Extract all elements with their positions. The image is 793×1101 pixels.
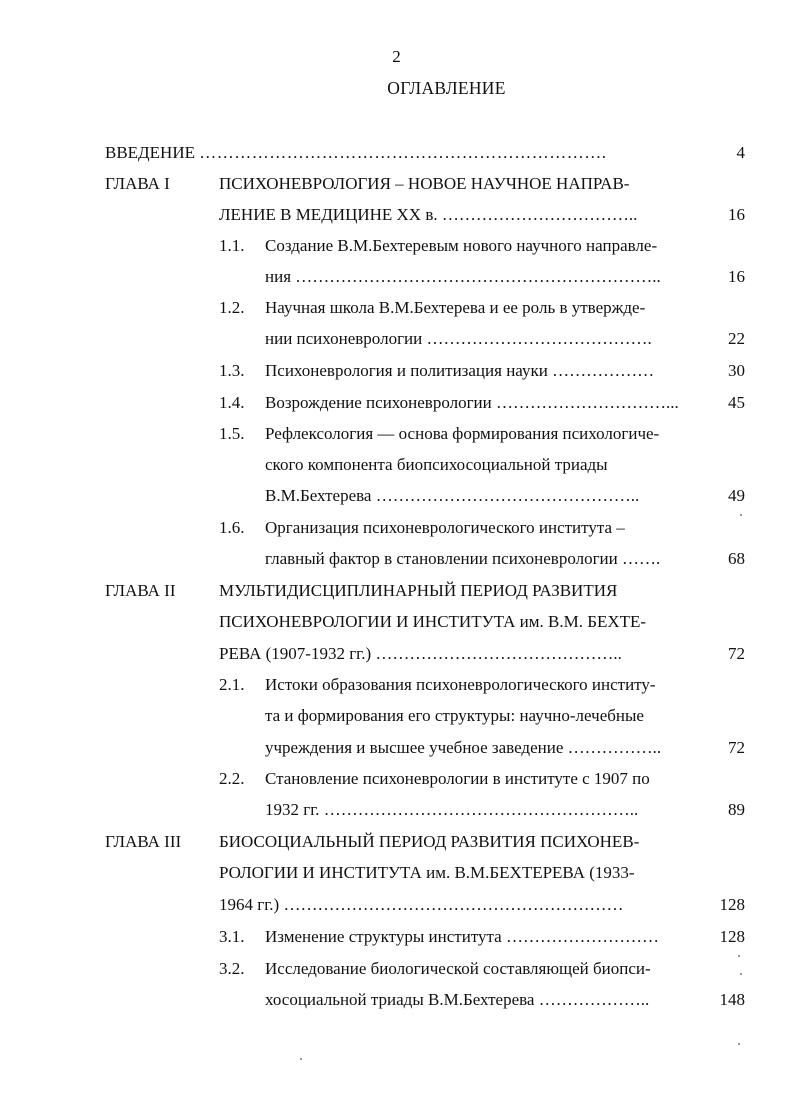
toc-chapter1-title-line1: ПСИХОНЕВРОЛОГИЯ – НОВОЕ НАУЧНОЕ НАПРАВ- xyxy=(219,174,630,193)
toc-section-title: ского компонента биопсихосоциальной триады xyxy=(265,455,608,474)
toc-section-title: Организация психоневрологического института – xyxy=(265,518,625,537)
toc-intro-text: ВВЕДЕНИЕ xyxy=(105,143,195,162)
toc-section-title: учреждения и высшее учебное заведение …………….. xyxy=(265,738,662,757)
toc-section-title: Создание В.М.Бехтеревым нового научного направле- xyxy=(265,236,658,255)
toc-section-number: 2.1. xyxy=(219,675,245,694)
toc-section-title: Научная школа В.М.Бехтерева и ее роль в утвержде- xyxy=(265,298,646,317)
toc-chapter2-page: 72 xyxy=(728,644,745,663)
toc-section-number: 1.4. xyxy=(219,393,245,412)
toc-intro-title xyxy=(105,140,606,166)
toc-section-number: 3.1. xyxy=(219,927,245,946)
toc-section-title: хосоциальной триады В.М.Бехтерева ……………….. xyxy=(265,990,650,1009)
toc-chapter1-label: ГЛАВА I xyxy=(105,174,170,193)
toc-section-number: 3.2. xyxy=(219,959,245,978)
toc-section-page: 89 xyxy=(728,800,745,819)
toc-chapter2-title-line1: МУЛЬТИДИСЦИПЛИНАРНЫЙ ПЕРИОД РАЗВИТИЯ xyxy=(219,581,618,600)
toc-section-page: 16 xyxy=(728,267,745,286)
toc-intro-leader: ……………………………………………………………. xyxy=(199,143,607,162)
toc-section-title: та и формирования его структуры: научно-лечебные xyxy=(265,706,644,725)
toc-chapter3-title-line3: 1964 гг.) …………………………………………………… xyxy=(219,895,624,914)
toc-chapter2-title-line3: РЕВА (1907-1932 гг.) …………………………………….. xyxy=(219,644,622,663)
toc-section-title: Становление психоневрологии в институте с 1907 по xyxy=(265,769,650,788)
scan-speck xyxy=(738,955,740,957)
toc-chapter3-page: 128 xyxy=(719,895,745,914)
toc-section-page: 30 xyxy=(728,361,745,380)
page-number: 2 xyxy=(392,47,401,66)
toc-section-title: Истоки образования психоневрологического институ- xyxy=(265,675,656,694)
toc-chapter3-label: ГЛАВА III xyxy=(105,832,182,851)
toc-section-number: 1.1. xyxy=(219,236,245,255)
toc-section-page: 148 xyxy=(719,990,745,1009)
toc-section-title: Психоневрология и политизация науки ……………… xyxy=(265,361,655,380)
toc-section-title: 1932 гг. ……………………………………………….. xyxy=(265,800,639,819)
toc-section-number: 1.5. xyxy=(219,424,245,443)
scan-speck xyxy=(740,973,742,975)
scan-speck xyxy=(740,514,742,516)
toc-section-number: 1.3. xyxy=(219,361,245,380)
toc-section-title: Возрождение психоневрологии …………………………... xyxy=(265,393,679,412)
toc-chapter3-title-line2: РОЛОГИИ И ИНСТИТУТА им. В.М.БЕХТЕРЕВА (1933- xyxy=(219,863,635,882)
toc-section-page: 128 xyxy=(719,927,745,946)
toc-section-title: нии психоневрологии …………………………………. xyxy=(265,329,652,348)
toc-section-number: 1.2. xyxy=(219,298,245,317)
toc-section-number: 1.6. xyxy=(219,518,245,537)
toc-section-page: 72 xyxy=(728,738,745,757)
toc-section-title: ния ……………………………………………………….. xyxy=(265,267,661,286)
page-title: ОГЛАВЛЕНИЕ xyxy=(387,78,506,98)
scan-speck xyxy=(738,1043,740,1045)
toc-intro-page: 4 xyxy=(736,143,745,162)
toc-section-page: 49 xyxy=(728,486,745,505)
toc-section-page: 68 xyxy=(728,549,745,568)
toc-section-page: 22 xyxy=(728,329,745,348)
toc-chapter1-page: 16 xyxy=(728,205,745,224)
toc-section-title: В.М.Бехтерева ……………………………………….. xyxy=(265,486,640,505)
toc-section-page: 45 xyxy=(728,393,745,412)
toc-chapter2-label: ГЛАВА II xyxy=(105,581,176,600)
toc-section-title: Рефлексология — основа формирования психологиче- xyxy=(265,424,660,443)
scan-speck xyxy=(300,1058,302,1060)
toc-section-title: Исследование биологической составляющей биопси- xyxy=(265,959,651,978)
toc-chapter2-title-line2: ПСИХОНЕВРОЛОГИИ И ИНСТИТУТА им. В.М. БЕХТЕ- xyxy=(219,612,647,631)
toc-section-title: главный фактор в становлении психоневрологии ……. xyxy=(265,549,661,568)
toc-chapter3-title-line1: БИОСОЦИАЛЬНЫЙ ПЕРИОД РАЗВИТИЯ ПСИХОНЕВ- xyxy=(219,832,640,851)
toc-chapter1-title-line2: ЛЕНИЕ В МЕДИЦИНЕ ХХ в. …………………………….. xyxy=(219,205,638,224)
toc-section-title: Изменение структуры института ……………………… xyxy=(265,927,659,946)
toc-section-number: 2.2. xyxy=(219,769,245,788)
